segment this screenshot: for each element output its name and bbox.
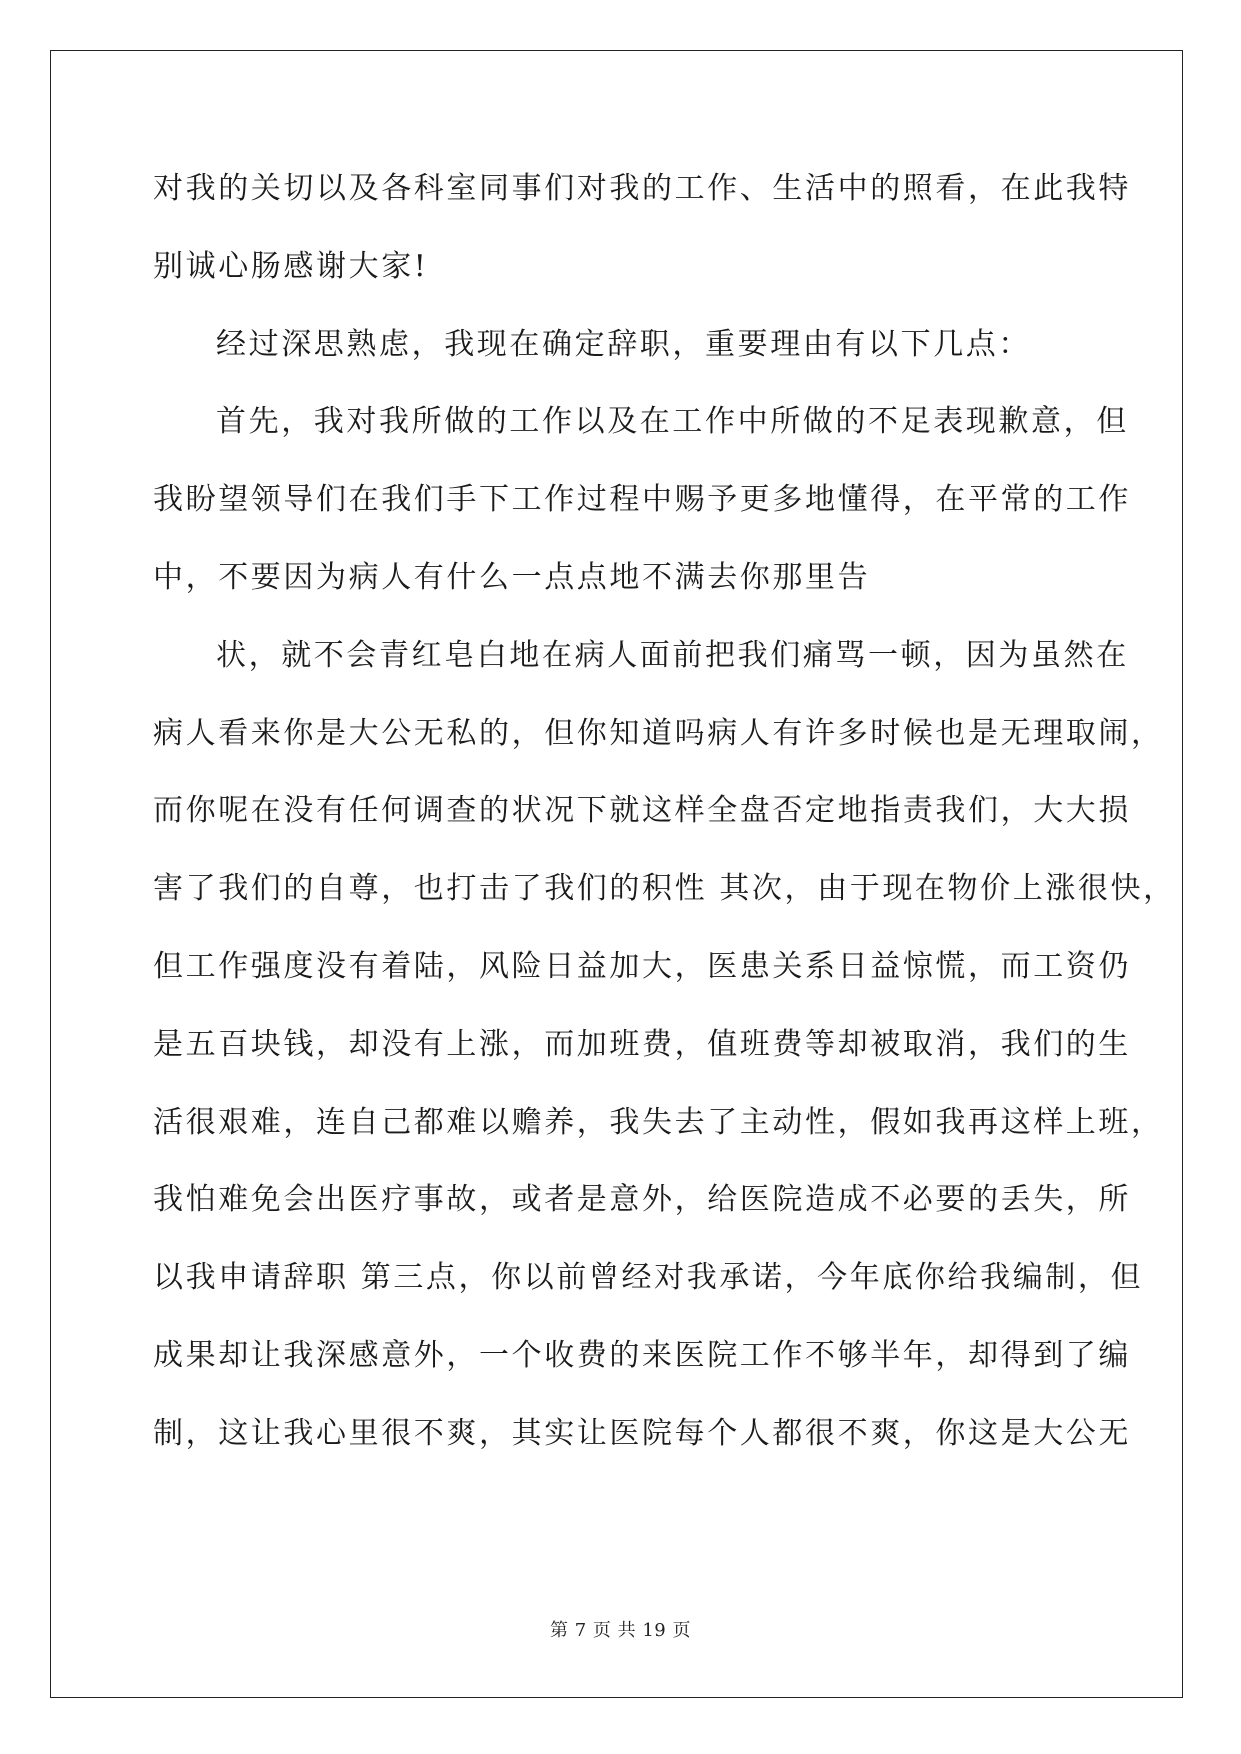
document-body (153, 158, 1176, 1481)
text-line: 但工作强度没有着陆，风险日益加大，医患关系日益惊慌，而工资仍 (153, 948, 1131, 984)
text-line: 成果却让我深感意外，一个收费的来医院工作不够半年，却得到了编 (153, 1337, 1131, 1373)
text-line: 而你呢在没有任何调查的状况下就这样全盘否定地指责我们，大大损 (153, 793, 1131, 829)
page-number-footer: 第 7 页 共 19 页 (550, 1620, 691, 1641)
text-line: 是五百块钱，却没有上涨，而加班费，值班费等却被取消，我们的生 (153, 1026, 1131, 1062)
text-line: 经过深思熟虑，我现在确定辞职，重要理由有以下几点： (216, 326, 1031, 362)
text-line: 我怕难免会出医疗事故，或者是意外，给医院造成不必要的丢失，所 (153, 1182, 1131, 1218)
text-line: 首先，我对我所做的工作以及在工作中所做的不足表现歉意，但 (216, 404, 1129, 440)
text-line: 我盼望领导们在我们手下工作过程中赐予更多地懂得，在平常的工作 (153, 482, 1131, 518)
text-line: 对我的关切以及各科室同事们对我的工作、生活中的照看，在此我特 (153, 171, 1131, 206)
text-line: 中，不要因为病人有什么一点点地不满去你那里告 (153, 559, 871, 595)
text-line: 害了我们的自尊，也打击了我们的积性 其次，由于现在物价上涨很快， (153, 871, 1176, 907)
text-line: 状，就不会青红皂白地在病人面前把我们痛骂一顿，因为虽然在 (216, 637, 1129, 673)
text-line: 病人看来你是大公无私的，但你知道吗病人有许多时候也是无理取闹， (153, 715, 1164, 751)
text-line: 别诚心肠感谢大家! (153, 248, 429, 284)
text-line: 活很艰难，连自己都难以赡养，我失去了主动性，假如我再这样上班， (153, 1104, 1164, 1140)
text-line: 制，这让我心里很不爽，其实让医院每个人都很不爽，你这是大公无 (153, 1415, 1131, 1451)
text-line: 以我申请辞职 第三点，你以前曾经对我承诺，今年底你给我编制，但 (153, 1260, 1144, 1296)
